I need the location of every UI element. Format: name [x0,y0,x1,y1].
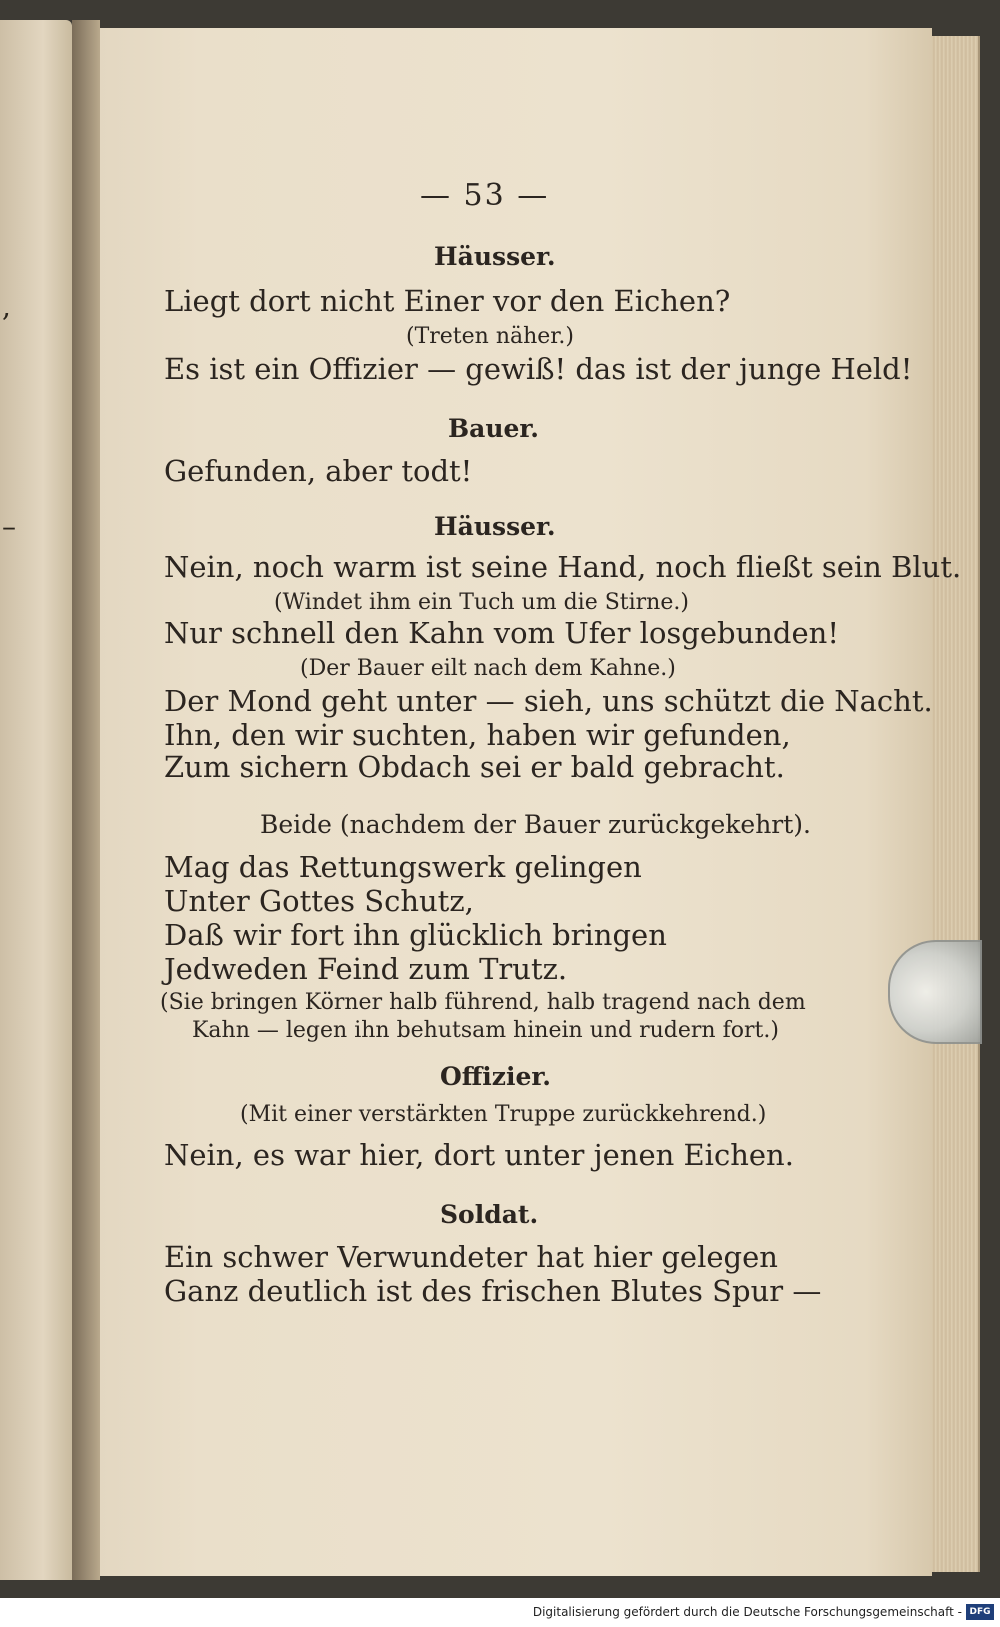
stage-direction: (Windet ihm ein Tuch um die Stirne.) [274,590,689,615]
left-margin-mark: , [2,290,11,323]
speaker-heading: Häusser. [434,242,556,271]
verse-line: Gefunden, aber todt! [164,454,473,488]
verse-line: Unter Gottes Schutz, [164,884,474,918]
verse-line: Es ist ein Offizier — gewiß! das ist der junge Held! [164,352,913,386]
stage-direction: Kahn — legen ihn behutsam hinein und rudern fort.) [192,1018,779,1043]
footer-bar [0,1598,1000,1627]
scanner-clip [888,940,982,1044]
verse-line: Nur schnell den Kahn vom Ufer losgebunden! [164,616,839,650]
verse-line: Mag das Rettungswerk gelingen [164,850,642,884]
book-gutter [72,20,100,1580]
footer-credit: Digitalisierung gefördert durch die Deutsche Forschungsgemeinschaft - [532,1605,962,1619]
speaker-heading: Soldat. [440,1200,539,1229]
left-facing-page [0,20,72,1580]
verse-line: Ein schwer Verwundeter hat hier gelegen [164,1240,778,1274]
verse-line: Der Mond geht unter — sieh, uns schützt die Nacht. [164,684,933,718]
stage-direction: (Mit einer verstärkten Truppe zurückkehrend.) [240,1102,767,1127]
stage-direction: (Treten näher.) [406,324,574,349]
verse-line: Daß wir fort ihn glücklich bringen [164,918,667,952]
speaker-heading: Offizier. [440,1062,551,1091]
page-text [100,28,962,1576]
speaker-heading: Beide (nachdem der Bauer zurückgekehrt). [260,810,812,839]
page-edges [932,36,980,1572]
verse-line: Nein, es war hier, dort unter jenen Eichen. [164,1138,794,1172]
verse-line: Ganz deutlich ist des frischen Blutes Spur — [164,1274,822,1308]
book-page [100,28,962,1576]
verse-line: Jedweden Feind zum Trutz. [164,952,568,986]
speaker-heading: Bauer. [448,414,539,443]
speaker-heading: Häusser. [434,512,556,541]
verse-line: Liegt dort nicht Einer vor den Eichen? [164,284,731,318]
stage-direction: (Der Bauer eilt nach dem Kahne.) [300,656,676,681]
stage-direction: (Sie bringen Körner halb führend, halb tragend nach dem [160,990,806,1015]
verse-line: Ihn, den wir suchten, haben wir gefunden, [164,718,791,752]
verse-line: Nein, noch warm ist seine Hand, noch fließt sein Blut. [164,550,962,584]
left-margin-mark: – [2,510,16,543]
page-number: — 53 — [420,178,550,213]
dfg-logo: DFG [966,1604,994,1620]
verse-line: Zum sichern Obdach sei er bald gebracht. [164,750,785,784]
